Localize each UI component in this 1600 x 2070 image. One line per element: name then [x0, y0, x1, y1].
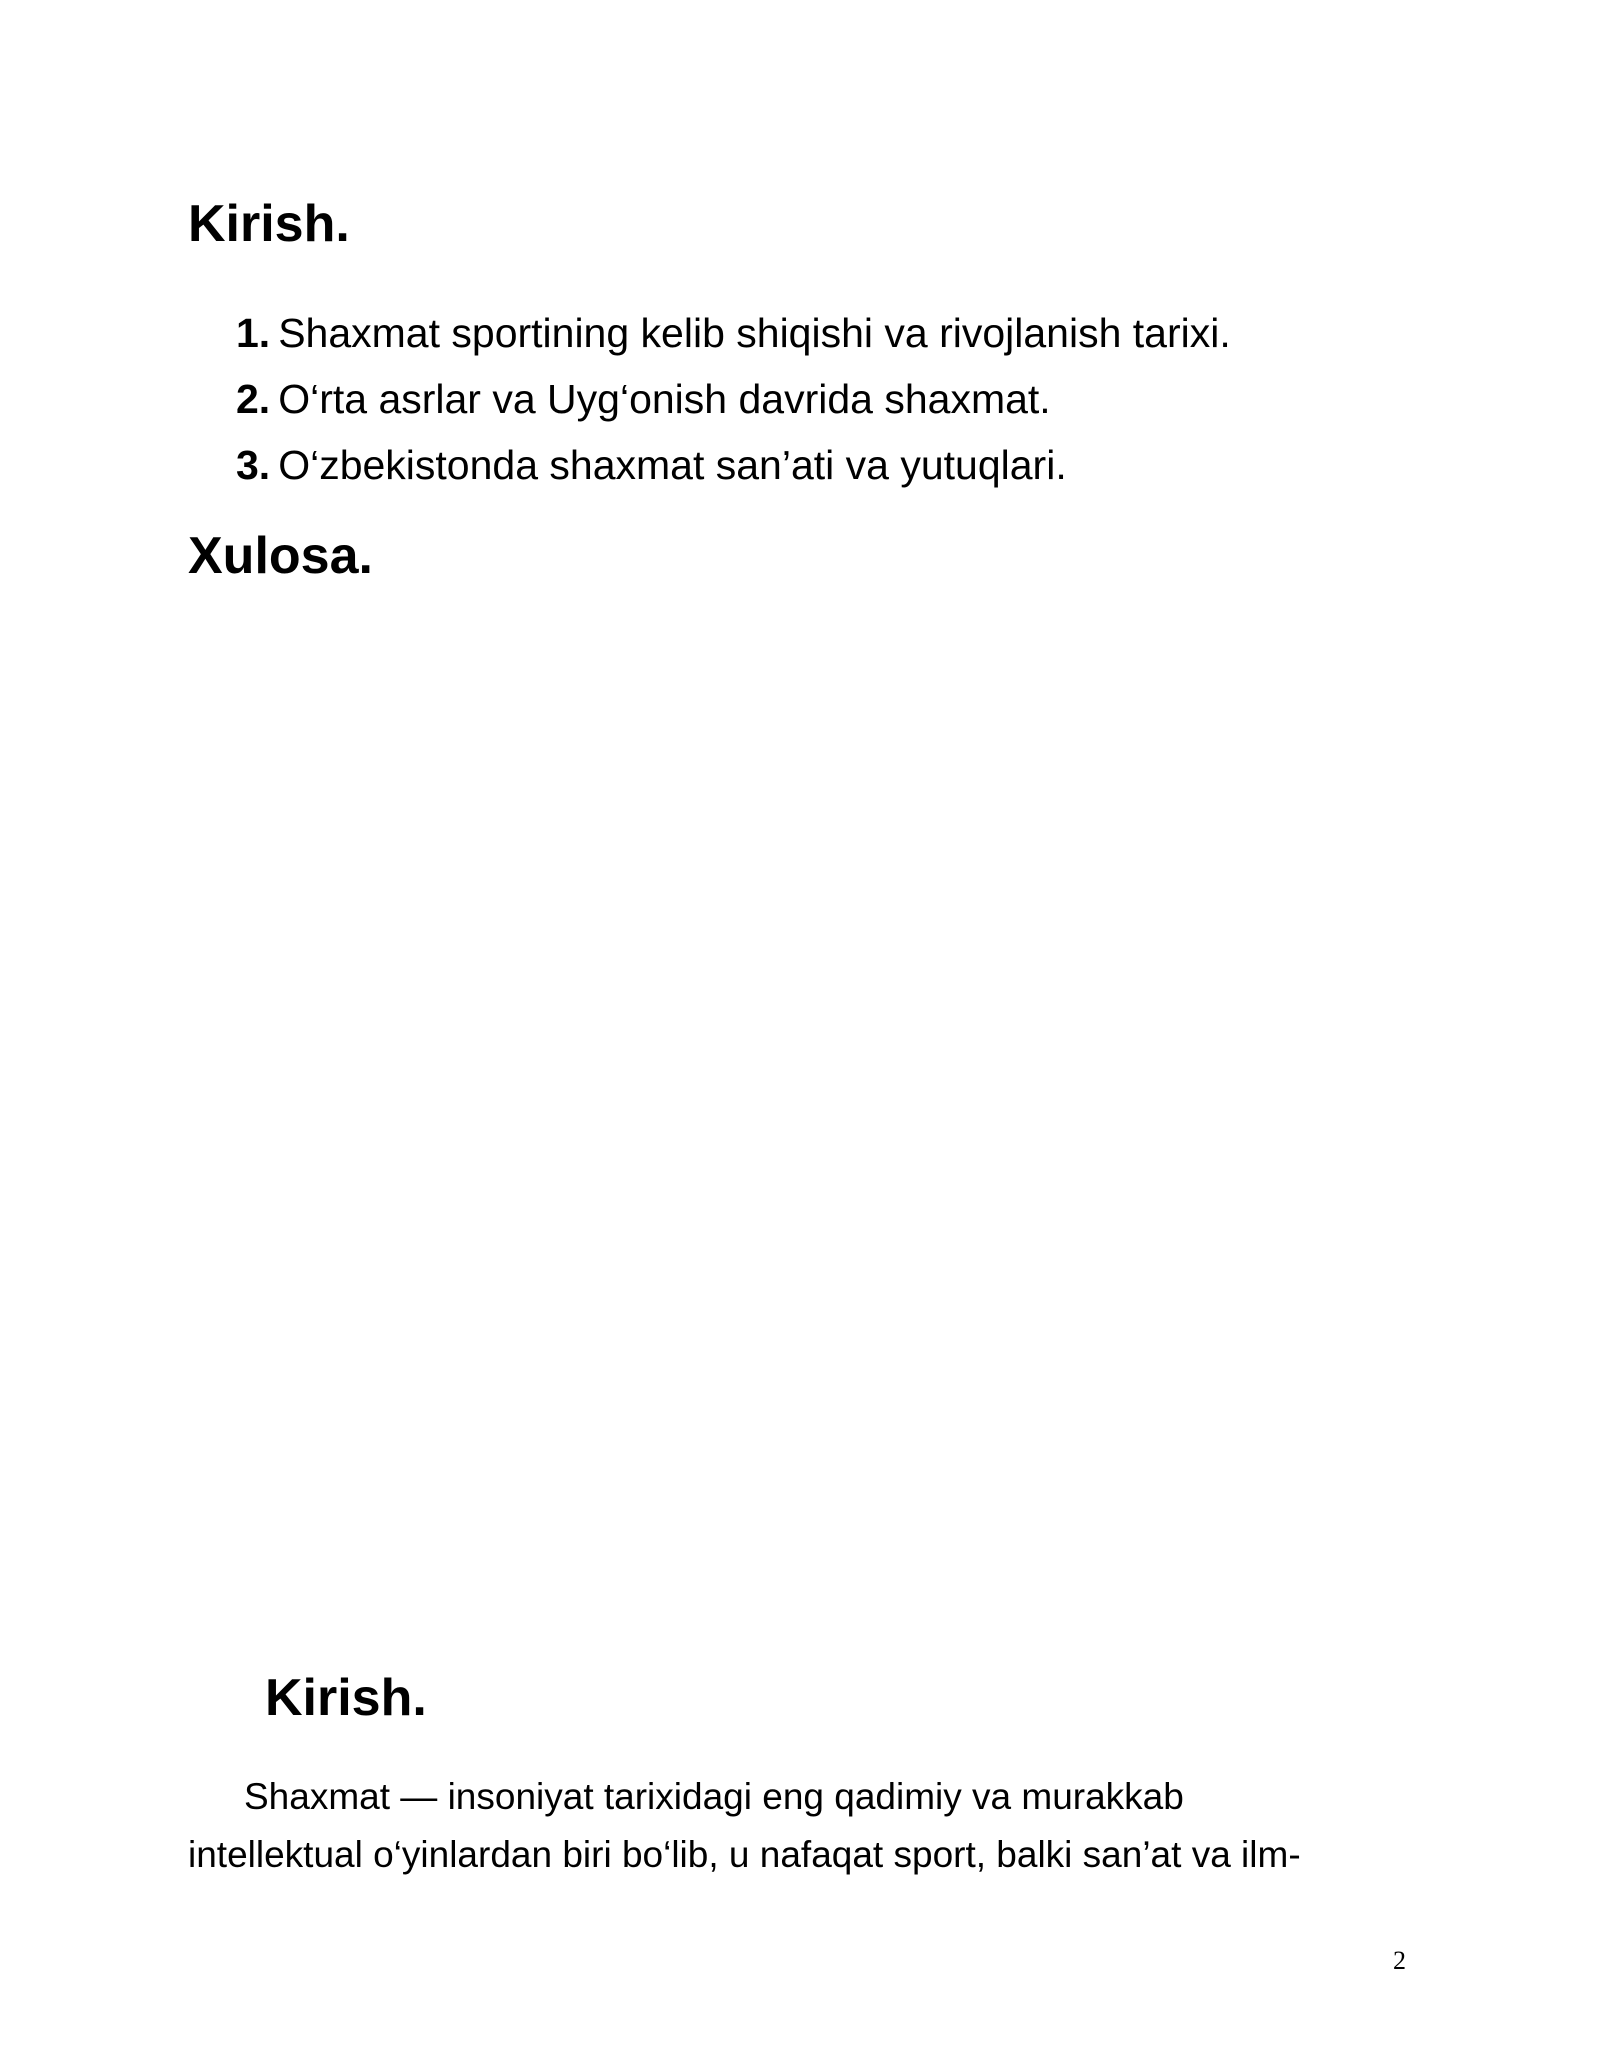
page-number: 2 [1393, 1946, 1406, 1975]
contents-item [236, 300, 1231, 366]
contents-heading-intro: Kirish. [188, 195, 350, 253]
contents-item-text: O‘zbekistonda shaxmat san’ati va yutuqlari. [278, 442, 1067, 488]
contents-item-number: 1. [236, 310, 271, 356]
contents-item-text: O‘rta asrlar va Uyg‘onish davrida shaxmat. [278, 376, 1051, 422]
contents-list [236, 300, 1231, 498]
contents-item-number: 2. [236, 376, 271, 422]
contents-item [236, 366, 1231, 432]
contents-item-number: 3. [236, 442, 271, 488]
paragraph-line: intellektual o‘yinlardan biri bo‘lib, u nafaqat sport, balki san’at va ilm- [188, 1834, 1301, 1875]
contents-heading-conclusion: Xulosa. [188, 527, 373, 585]
paragraph-line: Shaxmat — insoniyat tarixidagi eng qadimiy va murakkab [244, 1776, 1184, 1817]
section-heading: Kirish. [265, 1669, 427, 1727]
contents-item-text: Shaxmat sportining kelib shiqishi va rivojlanish tarixi. [278, 310, 1231, 356]
section-paragraph [188, 1768, 1418, 1884]
contents-item [236, 432, 1231, 498]
